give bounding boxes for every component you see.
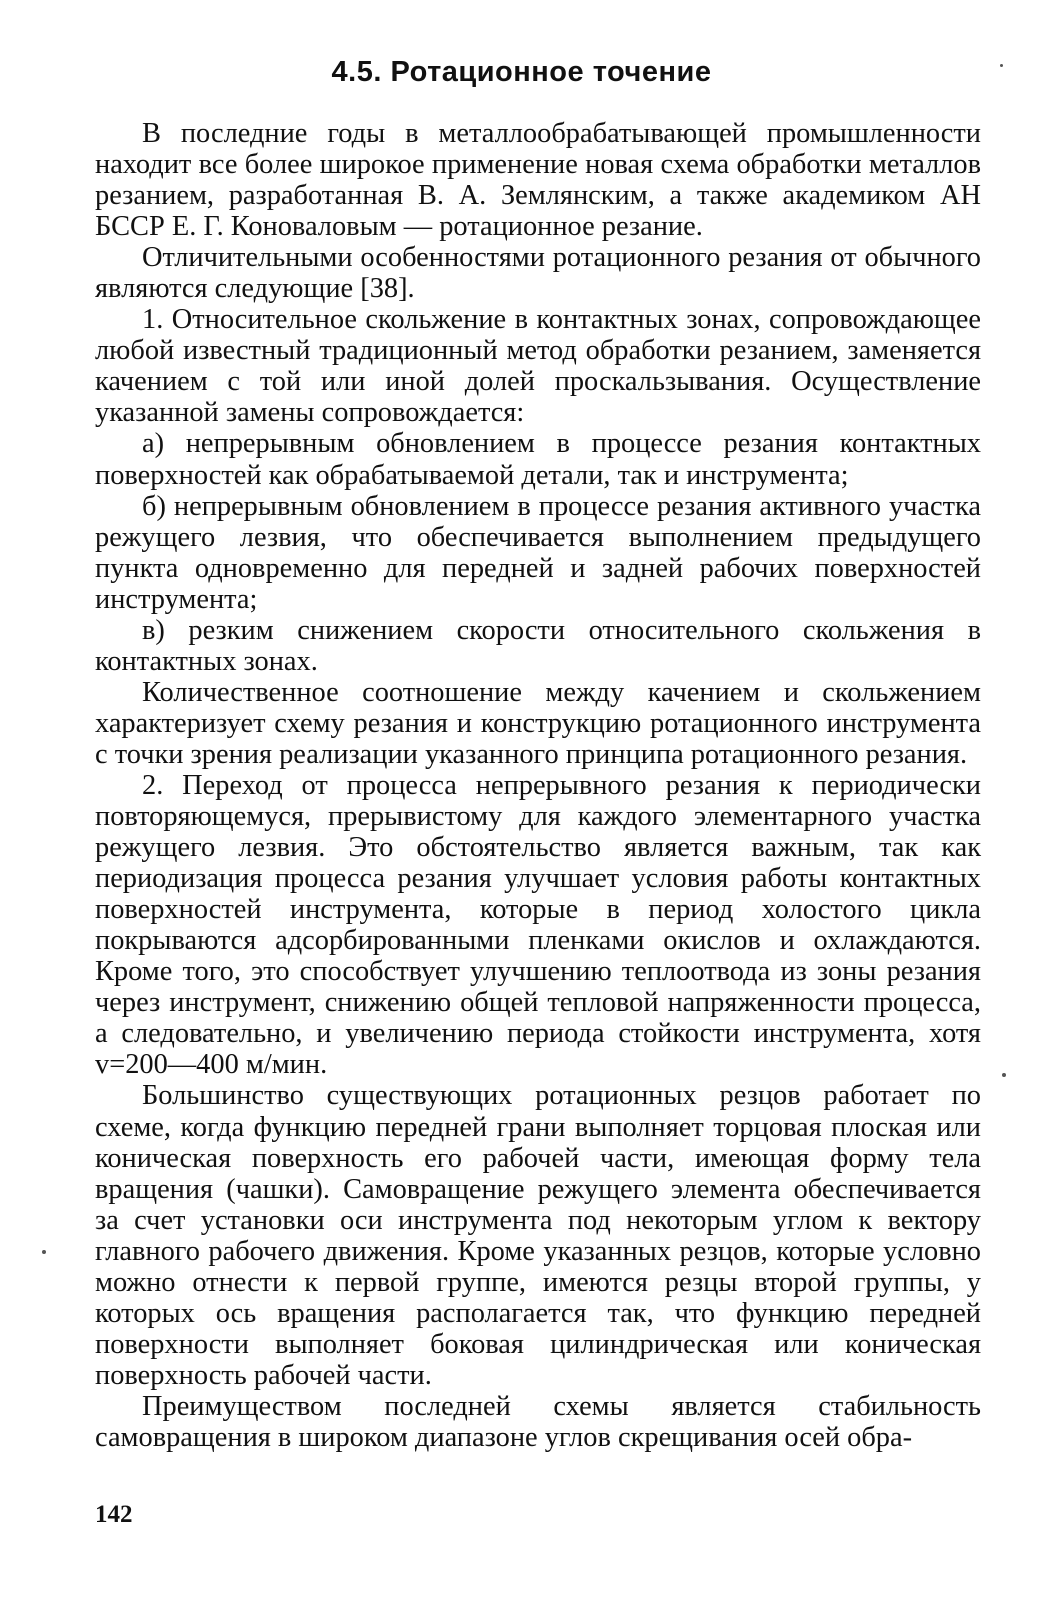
body-text [95, 118, 981, 1453]
paragraph: В последние годы в металлообрабатывающей промышленности находит все более широкое применение новая схема обработки металлов резанием, разработанная В. А. Землянским, а также академиком АН БССР Е. Г. Коноваловым — ротационное резание. [95, 118, 981, 243]
scan-speck [1002, 1073, 1006, 1077]
paragraph: Количественное соотношение между качением и скольжением характеризует схему резания и конструкцию ротационного инструмента с точки зрения реализации указанного принципа ротационного резания. [95, 676, 981, 770]
paragraph: Отличительными особенностями ротационного резания от обычного являются следующие [38]. [95, 242, 981, 305]
paragraph: Преимуществом последней схемы является стабильность самовращения в широком диапазоне углов скрещивания осей обра- [95, 1390, 981, 1453]
sub-item-a: а) непрерывным обновлением в процессе резания контактных поверхностей как обрабатываемой детали, так и инструмента; [95, 428, 981, 491]
sub-item-b: б) непрерывным обновлением в процессе резания активного участка режущего лезвия, что обеспечивается выполнением предыдущего пункта одновременно для передней и задней рабочих поверхностей инструмента; [95, 490, 981, 615]
paragraph: Большинство существующих ротационных резцов работает по схеме, когда функцию передней грани выполняет торцовая плоская или коническая поверхность его рабочей части, имеющая форму тела вращения (чашки). Самовращение режущего элемента обеспечивается за счет установки оси инструмента под некоторым углом к вектору главного рабочего движения. Кроме указанных резцов, которые условно можно отнести к первой группе, имеются резцы второй группы, у которых ось вращения располагается так, что функцию передней поверхности выполняет боковая цилиндрическая или коническая поверхность рабочей части. [95, 1080, 981, 1391]
sub-item-c: в) резким снижением скорости относительного скольжения в контактных зонах. [95, 614, 981, 677]
section-heading: 4.5. Ротационное точение [331, 56, 712, 88]
scan-speck [1000, 64, 1003, 67]
list-item-2: 2. Переход от процесса непрерывного резания к периодически повторяющемуся, прерывистому для каждого элементарного участка режущего лезвия. Это обстоятельство является важным, так как периодизация процесса резания улучшает условия работы контактных поверхностей инструмента, которые в период холостого цикла покрываются адсорбированными пленками окислов и охлаждаются. Кроме того, это способствует улучшению теплоотвода из зоны резания через инструмент, снижению общей тепловой напряженности процесса, а следовательно, и увеличению периода стойкости инструмента, хотя v=200—400 м/мин. [95, 769, 981, 1081]
scan-speck [42, 1250, 46, 1254]
list-item-1: 1. Относительное скольжение в контактных зонах, сопровождающее любой известный традиционный метод обработки резанием, заменяется качением с той или иной долей проскальзывания. Осуществление указанной замены сопровождается: [95, 304, 981, 429]
page-number: 142 [95, 1501, 133, 1528]
